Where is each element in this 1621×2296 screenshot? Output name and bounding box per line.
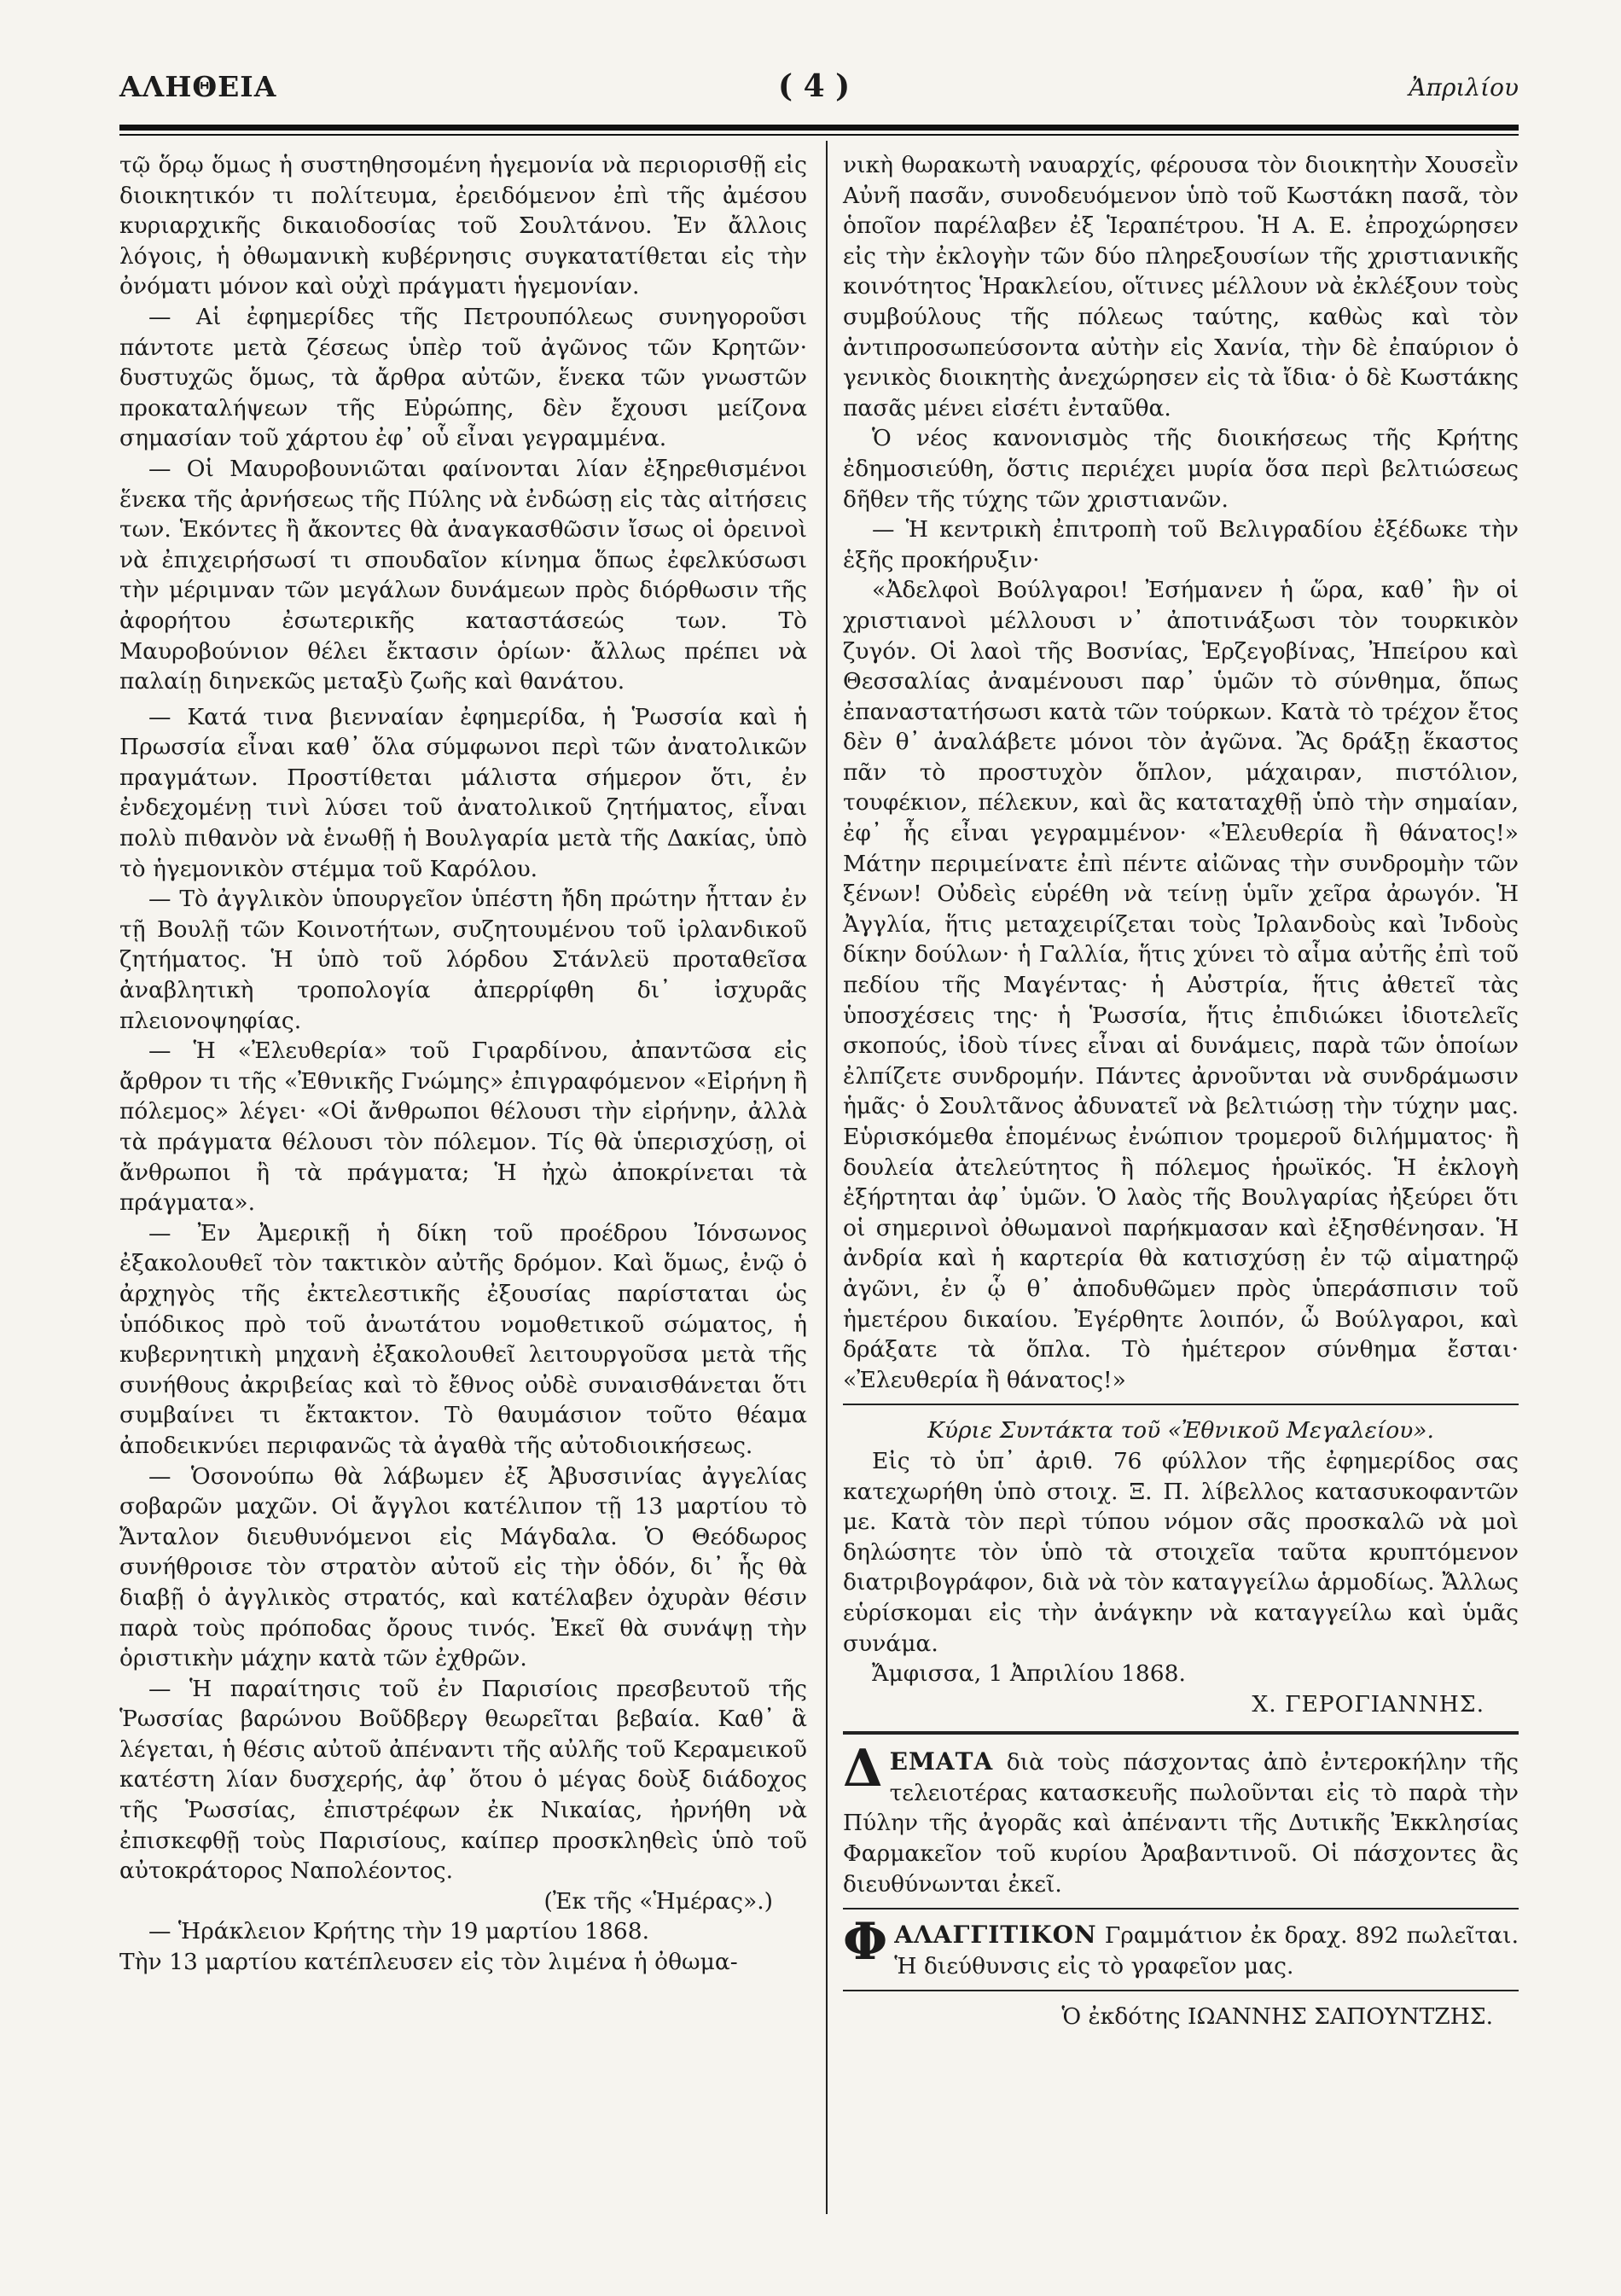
news-paragraph: — Ἐν Ἀμερικῇ ἡ δίκη τοῦ προέδρου Ἰόνσωνος ἐξακολουθεῖ τὸν τακτικὸν αὐτῆς δρόμον. Καὶ ὅμως, ἐνῷ ὁ ἀρχηγὸς τῆς ἐκτελεστικῆς ἐξουσίας παρίσταται ὡς ὑπόδικος πρὸ τοῦ ἀνωτάτου νομοθετικοῦ σώματος, ἡ κυβερνητικὴ μηχανὴ ἐξακολουθεῖ λειτουργοῦσα μετὰ τῆς συνήθους ἀκριβείας καὶ τὸ ἔθνος οὐδὲ συναισθάνεται ὅτι συμβαίνει τι ἔκτακτον. Τὸ θαυμάσιον τοῦτο θέαμα ἀποδεικνύει περιφανῶς τὰ ἀγαθὰ τῆς αὐτοδιοικήσεως. [119, 1219, 807, 1459]
news-paragraph: — Οἱ Μαυροβουνιῶται φαίνονται λίαν ἐξηρεθισμένοι ἕνεκα τῆς ἀρνήσεως τῆς Πύλης νὰ ἐνδώσῃ εἰς τὰς αἰτήσεις των. Ἑκόντες ἢ ἄκοντες θὰ ἀναγκασθῶσιν ἴσως οἱ ὀρεινοὶ νὰ ἐπιχειρήσωσί τι σπουδαῖον κίνημα ὅπως ἐφελκύσωσι τὴν μέριμναν τῶν μεγάλων δυνάμεων πρὸς διόρθωσιν τῆς ἀφορήτου ἐσωτερικῆς καταστάσεώς των. Τὸ Μαυροβούνιον θέλει ἔκτασιν ὁρίων· ἄλλως πρέπει νὰ παλαίῃ διηνεκῶς μεταξὺ ζωῆς καὶ θανάτου. [119, 455, 807, 695]
proclamation-text: «Ἀδελφοὶ Βούλγαροι! Ἐσήμανεν ἡ ὥρα, καθ᾽ ἣν οἱ χριστιανοὶ μέλλουσι ν᾽ ἀποτινάξωσι τὸν τουρκικὸν ζυγόν. Οἱ λαοὶ τῆς Βοσνίας, Ἑρζεγοβίνας, Ἠπείρου καὶ Θεσσαλίας ἀναμένουσι παρ᾽ ὑμῶν τὸ σύνθημα, ὅπως ἐπαναστατήσωσι κατὰ τῶν τούρκων. Κατὰ τὸ τρέχον ἔτος δὲν θ᾽ ἀναλάβετε μόνοι τὸν ἀγῶνα. Ἂς δράξῃ ἕκαστος πᾶν τὸ προστυχὸν ὅπλον, μάχαιραν, πιστόλιον, τουφέκιον, πέλεκυν, καὶ ἂς καταταχθῇ ὑπὸ τὴν σημαίαν, ἐφ᾽ ἧς εἶναι γεγραμμένον· «Ἐλευθερία ἢ θάνατος!» Μάτην περιμείνατε ἐπὶ πέντε αἰῶνας τὴν συνδρομὴν τῶν ξένων! Οὐδεὶς εὑρέθη νὰ τείνῃ ὑμῖν χεῖρα ἀρωγόν. Ἡ Ἀγγλία, ἥτις μεταχειρίζεται τοὺς Ἰρλανδοὺς καὶ Ἰνδοὺς δίκην δούλων· ἡ Γαλλία, ἥτις χύνει τὸ αἷμα αὐτῆς ἐπὶ τοῦ πεδίου τῆς Μαγέντας· ἡ Αὐστρία, ἥτις ἀθετεῖ τὰς ὑποσχέσεις της· ἡ Ῥωσσία, ἥτις ἐπιδιώκει ἰδιοτελεῖς σκοπούς, ἰδοὺ τίνες εἶναι αἱ δυνάμεις, παρὰ τῶν ὁποίων ἐλπίζετε συνδρομήν. Πάντες ἀρνοῦνται νὰ συνδράμωσιν ἡμᾶς· ὁ Σουλτᾶνος ἀδυνατεῖ νὰ βελτιώσῃ τὴν τύχην μας. Εὑρισκόμεθα ἑπομένως ἐνώπιον τρομεροῦ διλήμματος· ἢ δουλεία ἀτελεύτητος ἢ πόλεμος ἡρωϊκός. Ἡ ἐκλογὴ ἐξήρτηται ἀφ᾽ ὑμῶν. Ὁ λαὸς τῆς Βουλγαρίας ἠξεύρει ὅτι οἱ σημερινοὶ ὀθωμανοὶ παρήκμασαν καὶ ἐξησθένησαν. Ἡ ἀνδρία καὶ ἡ καρτερία θὰ κατισχύσῃ ἐν τῷ αἱματηρῷ ἀγῶνι, ἐν ᾧ θ᾽ ἀποδυθῶμεν πρὸς ὑπεράσπισιν τοῦ ἡμετέρου δικαίου. Ἐγέρθητε λοιπόν, ὦ Βούλγαροι, καὶ δράξατε τὰ ὅπλα. Τὸ ἡμέτερον σύνθημα ἔσται· «Ἐλευθερία ἢ θάνατος!» [843, 577, 1519, 1393]
news-paragraph: — Ἡ κεντρικὴ ἐπιτροπὴ τοῦ Βελιγραδίου ἐξέδωκε τὴν ἑξῆς προκήρυξιν· [843, 516, 1519, 573]
letter-signature: Χ. ΓΕΡΟΓΙΑΝΝΗΣ. [1252, 1690, 1484, 1718]
news-paragraph: Τὴν 13 μαρτίου κατέπλευσεν εἰς τὸν λιμένα ἡ ὀθωμα- [119, 1949, 738, 1976]
ad-text: διὰ τοὺς πάσχοντας ἀπὸ ἐντεροκήλην τῆς τελειοτέρας κατασκευῆς πωλοῦνται εἰς τὸ παρὰ τὴν Πύλην τῆς ἀγορᾶς καὶ ἀπέναντι τῆς Δυτικῆς Ἐκκλησίας Φαρμακεῖον τοῦ κυρίου Ἀραβαντινοῦ. Οἱ πάσχοντες ἂς διευθύνωνται ἐκεῖ. [843, 1749, 1519, 1898]
dateline: — Ἡράκλειον Κρήτης τὴν 19 μαρτίου 1868. [148, 1918, 650, 1945]
letter-heading: Κύριε Συντάκτα τοῦ «Ἐθνικοῦ Μεγαλείου». [927, 1417, 1434, 1444]
header-rule-thin [119, 134, 1519, 136]
ad-drop-cap: Δ [843, 1739, 883, 1799]
letter-body: Εἰς τὸ ὑπ᾽ ἀριθ. 76 φύλλον τῆς ἐφημερίδος σας κατεχωρήθη ὑπὸ στοιχ. Ξ. Π. λίβελλος κατασυκοφαντῶν με. Κατὰ τὸν περὶ τύπου νόμον σᾶς προσκαλῶ νὰ μοὶ δηλώσητε τὸν ὑπὸ τὰ στοιχεῖα ταῦτα κρυπτόμενον διατριβογράφον, διὰ νὰ τὸν καταγγείλω ἁρμοδίως. Ἄλλως εὑρίσκομαι εἰς τὴν ἀνάγκην νὰ καταγγείλω καὶ ὑμᾶς συνάμα. [843, 1447, 1519, 1657]
newspaper-title: ΑΛΗΘΕΙΑ [119, 70, 277, 103]
section-separator [843, 1731, 1519, 1735]
ad-title: ΕΜΑΤΑ [889, 1747, 994, 1776]
news-paragraph: — Αἱ ἐφημερίδες τῆς Πετρουπόλεως συνηγοροῦσι πάντοτε μετὰ ζέσεως ὑπὲρ τοῦ ἀγῶνος τῶν Κρητῶν· δυστυχῶς ὅμως, τὰ ἄρθρα αὐτῶν, ἕνεκα τῶν γνωστῶν προκαταλήψεων τῆς Εὐρώπης, δὲν ἔχουσι μείζονα σημασίαν τοῦ χάρτου ἐφ᾽ οὗ εἶναι γεγραμμένα. [119, 303, 807, 452]
news-paragraph: τῷ ὅρῳ ὅμως ἡ συστηθησομένη ἡγεμονία νὰ περιορισθῇ εἰς διοικητικόν τι πολίτευμα, ἐρειδόμενον ἐπὶ τῆς ἀμέσου κυριαρχικῆς δικαιοδοσίας τοῦ Σουλτάνου. Ἐν ἄλλοις λόγοις, ἡ ὀθωμανικὴ κυβέρνησις συγκατατίθεται εἰς τὴν ὀνόματι μόνον καὶ οὐχὶ πράγματι ἡγεμονίαν. [119, 152, 807, 300]
header-rule-thick [119, 125, 1519, 131]
ad-drop-cap: Φ [843, 1912, 888, 1973]
column-divider [826, 141, 828, 2214]
ad-text: Γραμμάτιον ἐκ δραχ. 892 πωλεῖται. Ἡ διεύθυνσις εἰς τὸ γραφεῖον μας. [894, 1922, 1519, 1979]
letter-place-date: Ἄμφισσα, 1 Ἀπριλίου 1868. [872, 1660, 1186, 1688]
right-column [843, 150, 1519, 2032]
ad-title: ΑΛΑΓΓΙΤΙΚΟΝ [894, 1921, 1097, 1950]
news-paragraph: — Ἡ «Ἐλευθερία» τοῦ Γιραρδίνου, ἀπαντῶσα εἰς ἄρθρον τι τῆς «Ἐθνικῆς Γνώμης» ἐπιγραφόμενον «Εἰρήνη ἢ πόλεμος» λέγει· «Οἱ ἄνθρωποι θέλουσι τὴν εἰρήνην, ἀλλὰ τὰ πράγματα θέλουσι τὸν πόλεμον. Τίς θὰ ὑπερισχύσῃ, οἱ ἄνθρωποι ἢ τὰ πράγματα; Ἡ ἠχὼ ἀποκρίνεται τὰ πράγματα». [119, 1038, 807, 1217]
news-paragraph: — Τὸ ἀγγλικὸν ὑπουργεῖον ὑπέστη ἤδη πρώτην ἧτταν ἐν τῇ Βουλῇ τῶν Κοινοτήτων, συζητουμένου τοῦ ἰρλανδικοῦ ζητήματος. Ἡ ὑπὸ τοῦ λόρδου Στάνλεϋ προταθεῖσα ἀναβλητικὴ τροπολογία ἀπερρίφθη δι᾽ ἰσχυρᾶς πλειονοψηφίας. [119, 886, 807, 1034]
news-paragraph: Ὁ νέος κανονισμὸς τῆς διοικήσεως τῆς Κρήτης ἐδημοσιεύθη, ὅστις περιέχει μυρία ὅσα περὶ βελτιώσεως δῆθεν τῆς τύχης τῶν χριστιανῶν. [843, 425, 1519, 513]
news-paragraph: νικὴ θωρακωτὴ ναυαρχίς, φέρουσα τὸν διοικητὴν Χουσεῒν Αὐνῆ πασᾶν, συνοδευόμενον ὑπὸ τοῦ Κωστάκη πασᾶ, τὸν ὁποῖον παρέλαβεν ἐξ Ἱεραπέτρου. Ἡ Α. Ε. ἐπροχώρησεν εἰς τὴν ἐκλογὴν τῶν δύο πληρεξουσίων τῆς χριστιανικῆς κοινότητος Ἡρακλείου, οἵτινες μέλλουν νὰ ἐκλέξουν τοὺς συμβούλους τῆς πόλεως ταύτης, καθὼς καὶ τὸν ἀντιπροσωπεύσοντα αὐτὴν εἰς Χανία, τὴν δὲ ἐπαύριον ὁ γενικὸς διοικητὴς ἀνεχώρησεν εἰς τὰ ἴδια· ὁ δὲ Κωστάκης πασᾶς μένει εἰσέτι ἐνταῦθα. [843, 152, 1519, 421]
section-separator [843, 1908, 1519, 1909]
left-column [119, 150, 807, 1978]
header-month: Ἀπριλίου [1409, 73, 1519, 102]
advertisement-hernia-bandages [843, 1739, 1519, 1899]
page-header [119, 63, 1519, 114]
news-paragraph: — Ὁσονούπω θὰ λάβωμεν ἐξ Ἀβυσσινίας ἀγγελίας σοβαρῶν μαχῶν. Οἱ ἄγγλοι κατέλιπον τῇ 13 μαρτίου τὸ Ἄνταλον διευθυνόμενοι εἰς Μάγδαλα. Ὁ Θεόδωρος συνήθροισε τὸν στρατὸν αὐτοῦ εἰς τὴν ὁδόν, δι᾽ ἧς θὰ διαβῇ ὁ ἀγγλικὸς στρατός, καὶ κατέλαβεν ὀχυρὰν θέσιν παρὰ τοὺς πρόποδας ὄρους τινός. Ἐκεῖ θὰ συνάψῃ τὴν ὁριστικὴν μάχην κατὰ τῶν ἐχθρῶν. [119, 1462, 807, 1672]
news-source: (Ἐκ τῆς «Ἡμέρας».) [543, 1887, 773, 1915]
news-paragraph: — Ἡ παραίτησις τοῦ ἐν Παρισίοις πρεσβευτοῦ τῆς Ῥωσσίας βαρώνου Βοῦδβεργ θεωρεῖται βεβαία. Καθ᾽ ἃ λέγεται, ἡ θέσις αὐτοῦ ἀπέναντι τῆς αὐλῆς τοῦ Κεραμεικοῦ κατέστη λίαν δυσχερής, ἀφ᾽ ὅτου ὁ μέγας δοὺξ διάδοχος τῆς Ῥωσσίας, ἐπιστρέφων ἐκ Νικαίας, ἠρνήθη νὰ ἐπισκεφθῇ τοὺς Παρισίους, καίπερ προσκληθεὶς ὑπὸ τοῦ αὐτοκράτορος Ναπολέοντος. [119, 1675, 807, 1885]
section-separator [843, 1990, 1519, 1991]
section-separator [843, 1404, 1519, 1405]
advertisement-bond-sale [843, 1912, 1519, 1981]
page-number: ( 4 ) [778, 68, 851, 104]
news-paragraph: — Κατά τινα βιενναίαν ἐφημερίδα, ἡ Ῥωσσία καὶ ἡ Πρωσσία εἶναι καθ᾽ ὅλα σύμφωνοι περὶ τῶν ἀνατολικῶν πραγμάτων. Προστίθεται μάλιστα σήμερον ὅτι, ἐν ἐνδεχομένῃ τινὶ λύσει τοῦ ἀνατολικοῦ ζητήματος, εἶναι πολὺ πιθανὸν νὰ ἑνωθῇ ἡ Βουλγαρία μετὰ τῆς Δακίας, ὑπὸ τὸ ἡγεμονικὸν στέμμα τοῦ Καρόλου. [119, 703, 807, 882]
publisher-line: Ὁ ἐκδότης ΙΩΑΝΝΗΣ ΣΑΠΟΥΝΤΖΗΣ. [1061, 2003, 1493, 2031]
